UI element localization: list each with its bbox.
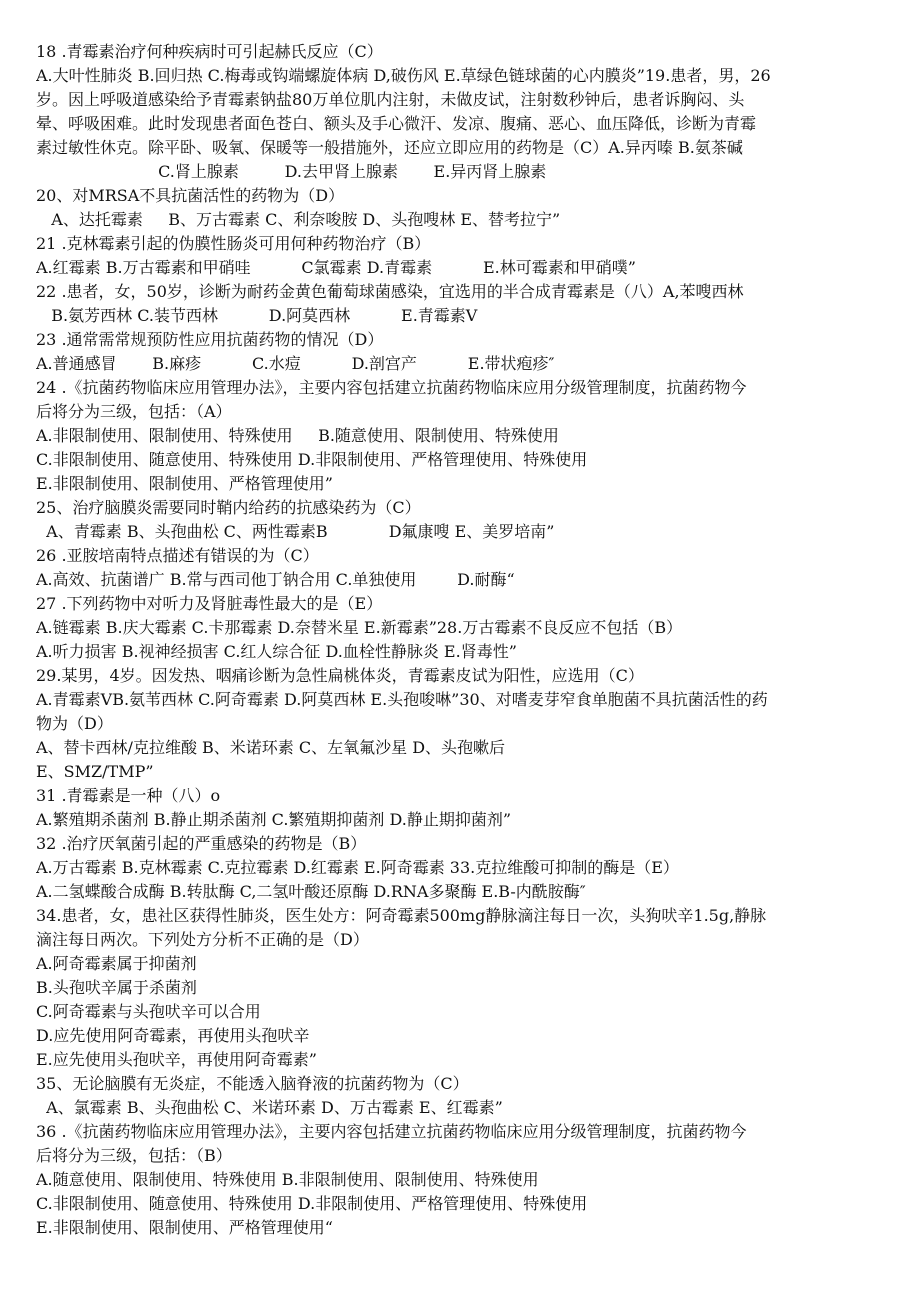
text-line: A、达托霉素 B、万古霉素 C、利奈唆胺 D、头孢嗖林 E、替考拉宁” [36,210,561,229]
text-line: 物为（D） [36,714,113,733]
text-line: 26 .亚胺培南特点描述有错误的为（C） [36,546,319,565]
text-line: A.繁殖期杀菌剂 B.静止期杀菌剂 C.繁殖期抑菌剂 D.静止期抑菌剂” [36,810,512,829]
text-line: A.大叶性肺炎 B.回归热 C.梅毒或钩端螺旋体病 D,破伤风 E.草绿色链球菌的心内膜炎”19.患者，男，26 [36,66,771,85]
text-line: B.头孢吠辛属于杀菌剂 [36,978,197,997]
text-line: 后将分为三级，包括：（A） [36,402,232,421]
text-line: E.非限制使用、限制使用、严格管理使用” [36,474,333,493]
text-line: A.随意使用、限制使用、特殊使用 B.非限制使用、限制使用、特殊使用 [36,1170,539,1189]
text-line: E.应先使用头孢吠辛，再使用阿奇霉素” [36,1050,317,1069]
text-line: 18 .青霉素治疗何种疾病时可引起赫氏反应（C） [36,42,383,61]
text-line: E、SMZ/TMP” [36,762,154,781]
text-line: A.万古霉素 B.克林霉素 C.克拉霉素 D.红霉素 E.阿奇霉素 33.克拉维酸可抑制的酶是（E） [36,858,679,877]
text-line: 岁。因上呼吸道感染给予青霉素钠盐80万单位肌内注射，未做皮试，注射数秒钟后，患者诉胸闷、头 [36,90,745,109]
text-line: 29.某男，4岁。因发热、咽痛诊断为急性扁桃体炎，青霉素皮试为阳性，应选用（C） [36,666,644,685]
text-line: 24 .《抗菌药物临床应用管理办法》，主要内容包括建立抗菌药物临床应用分级管理制度，抗菌药物今 [36,378,747,397]
text-line: 22 .患者，女，50岁，诊断为耐药金黄色葡萄球菌感染，宜选用的半合成青霉素是（八）A,苯嗖西林 [36,282,744,301]
text-line: C.阿奇霉素与头孢吠辛可以合用 [36,1002,261,1021]
text-line: A、替卡西林/克拉维酸 B、米诺环素 C、左氧氟沙星 D、头孢嗽后 [36,738,506,757]
text-line: A.高效、抗菌谱广 B.常与西司他丁钠合用 C.单独使用 D.耐酶“ [36,570,515,589]
text-line: A.青霉素VB.氨苇西林 C.阿奇霉素 D.阿莫西林 E.头孢唆啉”30、对嗜麦芽窄食单胞菌不具抗菌活性的药 [36,690,768,709]
text-line: A、青霉素 B、头孢曲松 C、两性霉素B D氟康嗖 E、美罗培南” [36,522,555,541]
text-line: A.非限制使用、限制使用、特殊使用 B.随意使用、限制使用、特殊使用 [36,426,559,445]
text-line: A.听力损害 B.视神经损害 C.红人综合征 D.血栓性静脉炎 E.肾毒性” [36,642,517,661]
text-line: E.非限制使用、限制使用、严格管理使用“ [36,1218,333,1237]
text-line: A.阿奇霉素属于抑菌剂 [36,954,197,973]
text-line: C.非限制使用、随意使用、特殊使用 D.非限制使用、严格管理使用、特殊使用 [36,1194,588,1213]
text-line: 20、对MRSA不具抗菌活性的药物为（D） [36,186,345,205]
text-line: 晕、呼吸困难。此时发现患者面色苍白、额头及手心微汗、发凉、腹痛、恶心、血压降低，诊断为青霉 [36,114,757,133]
text-line: 素过敏性休克。除平卧、吸氧、保暖等一般措施外，还应立即应用的药物是（C）A.异丙嗪 B.氨茶碱 [36,138,743,157]
text-line: B.氨芳西林 C.装节西林 D.阿莫西林 E.青霉素V [36,306,478,325]
text-line: 31 .青霉素是一种（八）o [36,786,221,805]
text-line: 36 .《抗菌药物临床应用管理办法》，主要内容包括建立抗菌药物临床应用分级管理制度，抗菌药物今 [36,1122,747,1141]
text-line: A、氯霉素 B、头孢曲松 C、米诺环素 D、万古霉素 E、红霉素” [36,1098,503,1117]
text-line: 34.患者，女，患社区获得性肺炎，医生处方：阿奇霉素500mg静脉滴注每日一次，头狗吠辛1.5g,静脉 [36,906,767,925]
text-line: 23 .通常需常规预防性应用抗菌药物的情况（D） [36,330,384,349]
text-line: A.链霉素 B.庆大霉素 C.卡那霉素 D.奈替米星 E.新霉素”28.万古霉素不良反应不包括（B） [36,618,683,637]
text-line: 滴注每日两次。下列处方分析不正确的是（D） [36,930,369,949]
text-line: C.肾上腺素 D.去甲肾上腺素 E.异丙肾上腺素 [36,162,547,181]
text-line: A.普通感冒 B.麻疹 C.水痘 D.剖宫产 E.带状疱疹″ [36,354,555,373]
text-line: 32 .治疗厌氧菌引起的严重感染的药物是（B） [36,834,367,853]
text-line: 25、治疗脑膜炎需要同时鞘内给药的抗感染药为（C） [36,498,421,517]
text-line: 21 .克林霉素引起的伪膜性肠炎可用何种药物治疗（B） [36,234,431,253]
text-line: D.应先使用阿奇霉素，再使用头孢吠辛 [36,1026,310,1045]
text-line: 后将分为三级，包括：（B） [36,1146,232,1165]
text-line: A.红霉素 B.万古霉素和甲硝哇 C氯霉素 D.青霉素 E.林可霉素和甲硝噗” [36,258,636,277]
document-body [36,40,886,1240]
text-line: C.非限制使用、随意使用、特殊使用 D.非限制使用、严格管理使用、特殊使用 [36,450,588,469]
text-line: 27 .下列药物中对听力及肾脏毒性最大的是（E） [36,594,383,613]
text-line: A.二氢蝶酸合成酶 B.转肽酶 C,二氢叶酸还原酶 D.RNA多聚酶 E.B-内酰胺酶″ [36,882,586,901]
text-line: 35、无论脑膜有无炎症，不能透入脑脊液的抗菌药物为（C） [36,1074,469,1093]
